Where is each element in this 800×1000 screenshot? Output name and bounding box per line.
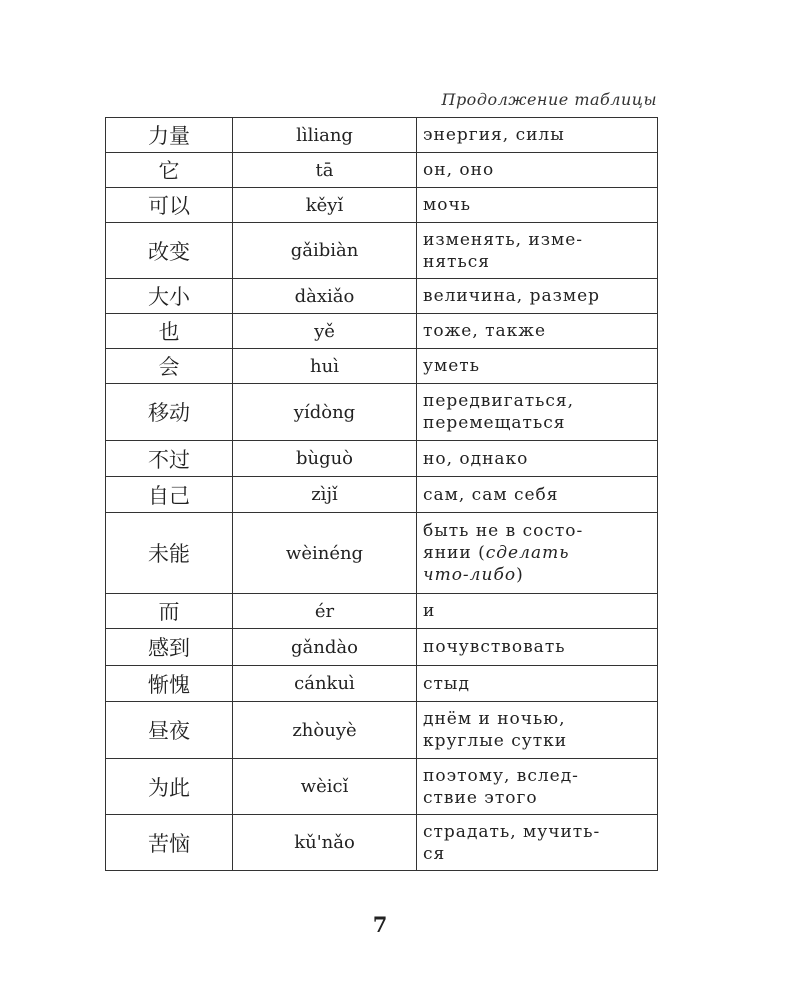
hanzi-cell: 不过 [106,441,233,477]
table-row [106,223,658,279]
translation-cell [417,513,658,594]
translation-line: няться [423,251,490,272]
hanzi-cell: 会 [106,349,233,384]
translation-line: передвигаться, [423,391,575,411]
translation-line: и [423,601,436,621]
translation-line: страдать, мучить- [423,821,601,842]
hanzi-cell: 也 [106,314,233,349]
pinyin-cell: bùguò [233,441,417,477]
translation-cell [417,441,658,477]
translation-cell [417,223,658,279]
translation-cell [417,477,658,513]
pinyin-cell: ér [233,594,417,629]
translation-line: величина, размер [423,286,601,306]
translation-line: мочь [423,195,471,215]
translation-line: ся [423,843,446,864]
translation-cell [417,153,658,188]
translation-cell [417,759,658,815]
table-row [106,118,658,153]
translation-line: стыд [423,673,470,694]
hanzi-cell: 昼夜 [106,702,233,759]
table-row [106,594,658,629]
table-row [106,513,658,594]
translation-line: круглые сутки [423,731,568,751]
pinyin-cell: wèicǐ [233,759,417,815]
pinyin-cell: cánkuì [233,666,417,702]
translation-cell [417,629,658,666]
pinyin-cell: wèinéng [233,513,417,594]
translation-cell [417,188,658,223]
translation-cell [417,702,658,759]
translation-line: он, оно [423,160,495,180]
pinyin-cell: tā [233,153,417,188]
translation-italic: что-либо [423,565,517,585]
table-row [106,349,658,384]
hanzi-cell: 苦恼 [106,815,233,871]
hanzi-cell: 感到 [106,629,233,666]
table-row [106,153,658,188]
translation-line: энергия, силы [423,125,565,145]
page-number: 7 [372,912,388,937]
translation-cell [417,594,658,629]
table-row [106,666,658,702]
hanzi-cell: 移动 [106,384,233,441]
pinyin-cell: gǎibiàn [233,223,417,279]
pinyin-cell: zìjǐ [233,477,417,513]
translation-line: ) [516,565,524,585]
hanzi-cell: 为此 [106,759,233,815]
hanzi-cell: 改变 [106,223,233,279]
table-row [106,188,658,223]
translation-line: быть не в состо- [423,521,584,541]
pinyin-cell: huì [233,349,417,384]
table-row [106,441,658,477]
translation-line: перемещаться [423,413,566,433]
translation-line: тоже, также [423,321,547,341]
translation-line: поэтому, вслед- [423,765,579,786]
translation-cell [417,384,658,441]
table-row [106,279,658,314]
translation-cell [417,349,658,384]
hanzi-cell: 可以 [106,188,233,223]
table-row [106,384,658,441]
translation-line: но, однако [423,448,529,469]
translation-italic: сделать [485,543,570,563]
translation-cell [417,815,658,871]
hanzi-cell: 惭愧 [106,666,233,702]
pinyin-cell: gǎndào [233,629,417,666]
table-row [106,314,658,349]
translation-line: уметь [423,356,480,376]
table-row [106,759,658,815]
table-row [106,815,658,871]
translation-line: почувствовать [423,637,566,657]
pinyin-cell: zhòuyè [233,702,417,759]
hanzi-cell: 它 [106,153,233,188]
pinyin-cell: dàxiǎo [233,279,417,314]
translation-cell [417,666,658,702]
hanzi-cell: 而 [106,594,233,629]
translation-cell [417,279,658,314]
vocabulary-table [105,117,658,871]
translation-cell [417,118,658,153]
pinyin-cell: yídòng [233,384,417,441]
translation-line: днём и ночью, [423,709,566,729]
translation-line: ствие этого [423,787,538,808]
hanzi-cell: 未能 [106,513,233,594]
translation-line: янии ( [423,543,486,563]
translation-line: сам, сам себя [423,484,559,505]
pinyin-cell: lìliang [233,118,417,153]
table-row [106,629,658,666]
translation-cell [417,314,658,349]
pinyin-cell: kěyǐ [233,188,417,223]
table-row [106,477,658,513]
pinyin-cell: yě [233,314,417,349]
pinyin-cell: kǔ'nǎo [233,815,417,871]
table-row [106,702,658,759]
hanzi-cell: 自己 [106,477,233,513]
hanzi-cell: 力量 [106,118,233,153]
table-continuation-caption: Продолжение таблицы [441,90,657,109]
hanzi-cell: 大小 [106,279,233,314]
translation-line: изменять, изме- [423,229,584,250]
